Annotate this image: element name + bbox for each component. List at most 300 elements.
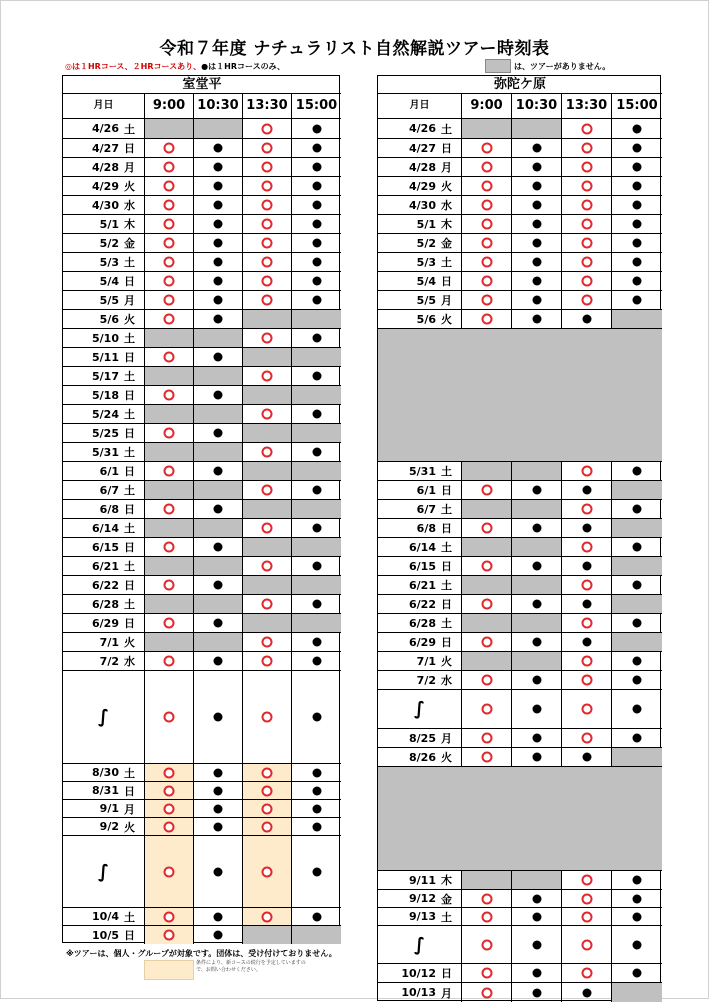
ring-mark-icon (581, 276, 592, 287)
dot-mark-icon (633, 581, 642, 590)
no-tour-cell (462, 538, 512, 557)
tour-slot-cell (512, 519, 562, 538)
no-tour-cell (292, 310, 341, 329)
tour-slot-cell (145, 782, 194, 800)
date-cell (63, 481, 145, 500)
tour-slot-cell (512, 272, 562, 291)
tour-slot-cell (562, 595, 612, 614)
date-text: 5/5 (416, 293, 436, 307)
ring-mark-icon (581, 238, 592, 249)
tour-slot-cell (612, 234, 662, 253)
tour-slot-cell (243, 633, 292, 652)
date-text: 9/13 (409, 910, 436, 923)
tour-slot-cell (462, 690, 512, 729)
date-cell (63, 500, 145, 519)
dot-mark-icon (214, 315, 223, 324)
ring-mark-icon (262, 257, 273, 268)
weekday-text: 火 (441, 180, 452, 193)
tour-slot-cell (194, 462, 243, 481)
ring-mark-icon (481, 219, 492, 230)
dot-mark-icon (312, 239, 321, 248)
weekday-text: 土 (124, 560, 135, 573)
dot-mark-icon (633, 734, 642, 743)
dot-mark-icon (532, 638, 541, 647)
tour-slot-cell (292, 481, 341, 500)
dot-mark-icon (214, 867, 223, 876)
tour-slot-cell (145, 500, 194, 519)
weekday-text: 土 (124, 910, 135, 924)
ring-mark-icon (262, 866, 273, 877)
tour-slot-cell (243, 782, 292, 800)
tour-slot-cell (612, 253, 662, 272)
tour-slot-cell (562, 690, 612, 729)
weekday-text: 日 (441, 560, 452, 573)
ring-mark-icon (164, 866, 175, 877)
tour-slot-cell (562, 908, 612, 926)
date-text: 4/28 (92, 160, 119, 174)
tour-slot-cell (194, 158, 243, 177)
dot-mark-icon (633, 969, 642, 978)
tour-slot-cell (194, 348, 243, 367)
dot-mark-icon (633, 163, 642, 172)
dot-mark-icon (214, 239, 223, 248)
weekday-text: 日 (441, 484, 452, 497)
weekday-text: 火 (124, 180, 135, 193)
ring-mark-icon (164, 821, 175, 832)
weekday-text: 日 (124, 427, 135, 440)
tour-slot-cell (194, 926, 243, 944)
tour-slot-cell (462, 729, 512, 748)
date-text: 5/24 (92, 407, 119, 421)
ring-mark-icon (164, 181, 175, 192)
tour-slot-cell (612, 908, 662, 926)
tour-slot-cell (194, 908, 243, 926)
date-text: 8/26 (409, 750, 436, 764)
weekday-text: 月 (441, 986, 452, 1000)
dot-mark-icon (582, 638, 591, 647)
dot-mark-icon (312, 334, 321, 343)
dot-mark-icon (582, 486, 591, 495)
weekday-text: 火 (124, 313, 135, 326)
weekday-text: 火 (441, 313, 452, 326)
tour-slot-cell (562, 926, 612, 964)
date-cell (63, 764, 145, 782)
ring-mark-icon (481, 752, 492, 763)
tour-slot-cell (292, 908, 341, 926)
tour-slot-cell (194, 234, 243, 253)
date-text: 6/29 (409, 635, 436, 649)
ring-mark-icon (262, 200, 273, 211)
weekday-text: 土 (124, 256, 135, 269)
tour-slot-cell (145, 291, 194, 310)
ring-mark-icon (481, 257, 492, 268)
date-text: 4/26 (409, 122, 436, 135)
ring-mark-icon (581, 618, 592, 629)
tour-slot-cell (292, 652, 341, 671)
tour-slot-cell (612, 291, 662, 310)
no-tour-cell (243, 576, 292, 595)
date-text: 6/28 (92, 597, 119, 611)
weekday-text: 土 (441, 579, 452, 592)
dot-mark-icon (532, 239, 541, 248)
header-date: 月日 (63, 94, 145, 119)
dot-mark-icon (214, 391, 223, 400)
footer-beige-swatch (144, 960, 194, 980)
date-cell (63, 139, 145, 158)
tour-slot-cell (292, 291, 341, 310)
ring-mark-icon (262, 712, 273, 723)
dot-mark-icon (633, 657, 642, 666)
ring-mark-icon (164, 785, 175, 796)
dot-mark-icon (633, 543, 642, 552)
date-cell (63, 367, 145, 386)
date-text: 10/12 (401, 966, 436, 980)
no-tour-cell (512, 614, 562, 633)
tour-slot-cell (243, 291, 292, 310)
no-tour-cell (292, 424, 341, 443)
no-tour-cell (194, 633, 243, 652)
date-text: 5/31 (92, 445, 119, 459)
tour-slot-cell (194, 215, 243, 234)
dot-mark-icon (312, 600, 321, 609)
dot-mark-icon (633, 201, 642, 210)
ring-mark-icon (164, 314, 175, 325)
tour-slot-cell (145, 800, 194, 818)
date-text: 6/15 (409, 559, 436, 573)
no-tour-block (378, 329, 662, 462)
tour-slot-cell (292, 818, 341, 836)
date-cell (63, 926, 145, 944)
dot-mark-icon (633, 676, 642, 685)
date-text: 4/30 (92, 198, 119, 212)
dot-mark-icon (532, 220, 541, 229)
tour-slot-cell (462, 291, 512, 310)
ring-mark-icon (481, 599, 492, 610)
tour-slot-cell (562, 964, 612, 983)
no-tour-cell (243, 310, 292, 329)
dot-mark-icon (214, 619, 223, 628)
weekday-text: 火 (441, 751, 452, 764)
weekday-text: 土 (441, 617, 452, 630)
date-cell (378, 652, 462, 671)
ring-mark-icon (262, 561, 273, 572)
dot-mark-icon (532, 988, 541, 997)
footer-small-line: 条件により、新コースの続行を予定していますの (196, 960, 306, 966)
tour-slot-cell (145, 614, 194, 633)
weekday-text: 日 (441, 636, 452, 649)
date-text: 10/5 (92, 928, 119, 942)
no-tour-cell (145, 405, 194, 424)
tour-slot-cell (562, 557, 612, 576)
date-cell (63, 215, 145, 234)
dot-mark-icon (214, 822, 223, 831)
date-cell (63, 348, 145, 367)
tour-slot-cell (512, 890, 562, 908)
dot-mark-icon (532, 562, 541, 571)
no-tour-cell (292, 348, 341, 367)
weekday-text: 火 (124, 820, 135, 834)
date-cell (378, 983, 462, 1002)
ring-mark-icon (164, 257, 175, 268)
ring-mark-icon (481, 704, 492, 715)
date-cell (378, 291, 462, 310)
date-cell (63, 818, 145, 836)
tour-slot-cell (562, 196, 612, 215)
weekday-text: 金 (441, 237, 452, 250)
tour-slot-cell (292, 764, 341, 782)
weekday-text: 金 (441, 892, 452, 906)
date-cell (63, 196, 145, 215)
tour-slot-cell (194, 139, 243, 158)
no-tour-cell (292, 926, 341, 944)
tour-slot-cell (562, 291, 612, 310)
no-tour-block (378, 767, 662, 871)
tour-slot-cell (243, 443, 292, 462)
ring-mark-icon (581, 466, 592, 477)
dot-mark-icon (214, 912, 223, 921)
tour-slot-cell (612, 964, 662, 983)
tour-slot-cell (512, 983, 562, 1002)
ring-mark-icon (481, 561, 492, 572)
tour-slot-cell (243, 764, 292, 782)
ring-mark-icon (164, 504, 175, 515)
tour-slot-cell (512, 253, 562, 272)
weekday-text: 月 (441, 161, 452, 174)
no-tour-cell (612, 748, 662, 767)
date-text: 7/1 (99, 635, 119, 649)
date-cell (378, 462, 462, 481)
no-tour-cell (512, 538, 562, 557)
dot-mark-icon (214, 182, 223, 191)
ring-mark-icon (581, 200, 592, 211)
tour-slot-cell (562, 234, 612, 253)
footer-note: ※ツアーは、個人・グループが対象です。団体は、受け付けておりません。 (66, 949, 337, 958)
tour-slot-cell (243, 557, 292, 576)
dot-mark-icon (312, 277, 321, 286)
dot-mark-icon (532, 940, 541, 949)
weekday-text: 木 (124, 218, 135, 231)
ring-mark-icon (262, 447, 273, 458)
dot-mark-icon (633, 619, 642, 628)
weekday-text: 土 (124, 522, 135, 535)
date-cell (63, 782, 145, 800)
date-cell (63, 538, 145, 557)
tour-slot-cell (292, 234, 341, 253)
date-cell (63, 557, 145, 576)
tour-slot-cell (612, 614, 662, 633)
ring-mark-icon (481, 733, 492, 744)
tour-slot-cell (194, 177, 243, 196)
dot-mark-icon (582, 753, 591, 762)
weekday-text: 月 (124, 802, 135, 816)
tour-slot-cell (292, 177, 341, 196)
dot-mark-icon (312, 372, 321, 381)
no-tour-cell (194, 119, 243, 139)
tour-slot-cell (292, 836, 341, 908)
date-cell (378, 690, 462, 729)
ring-mark-icon (262, 911, 273, 922)
date-text: 8/31 (92, 784, 119, 797)
dot-mark-icon (214, 429, 223, 438)
no-tour-cell (292, 500, 341, 519)
continuation-mark: ∫ (98, 861, 109, 882)
ring-mark-icon (581, 704, 592, 715)
date-text: 5/1 (416, 217, 436, 231)
tour-slot-cell (194, 671, 243, 764)
weekday-text: 日 (124, 389, 135, 402)
date-text: 6/22 (92, 578, 119, 592)
tour-slot-cell (243, 519, 292, 538)
tour-slot-cell (462, 234, 512, 253)
tour-slot-cell (562, 890, 612, 908)
date-cell (378, 926, 462, 964)
date-cell (378, 253, 462, 272)
weekday-text: 日 (441, 522, 452, 535)
weekday-text: 土 (441, 503, 452, 516)
tour-slot-cell (512, 690, 562, 729)
tour-slot-cell (562, 983, 612, 1002)
no-tour-cell (145, 557, 194, 576)
dot-mark-icon (633, 124, 642, 133)
no-tour-cell (194, 443, 243, 462)
tour-slot-cell (612, 890, 662, 908)
dot-mark-icon (214, 144, 223, 153)
dot-mark-icon (633, 467, 642, 476)
date-text: 6/8 (416, 521, 436, 535)
no-tour-cell (462, 119, 512, 139)
tour-slot-cell (292, 519, 341, 538)
ring-mark-icon (262, 123, 273, 134)
tour-slot-cell (462, 196, 512, 215)
date-cell (378, 310, 462, 329)
date-cell (378, 196, 462, 215)
table-location-name: 室堂平 (63, 76, 341, 94)
date-cell (378, 557, 462, 576)
tour-slot-cell (145, 234, 194, 253)
date-cell (63, 443, 145, 462)
tour-slot-cell (194, 538, 243, 557)
date-text: 4/30 (409, 198, 436, 212)
date-text: 5/2 (416, 236, 436, 250)
date-text: 9/2 (99, 820, 119, 833)
tour-slot-cell (512, 234, 562, 253)
legend-ring-text: ◎は１HRコース、２HRコースあり、 (65, 62, 202, 71)
ring-mark-icon (164, 162, 175, 173)
tour-slot-cell (462, 557, 512, 576)
date-text: 10/4 (92, 910, 119, 923)
dot-mark-icon (214, 768, 223, 777)
ring-mark-icon (481, 295, 492, 306)
no-tour-cell (145, 443, 194, 462)
dot-mark-icon (532, 144, 541, 153)
ring-mark-icon (581, 656, 592, 667)
tour-slot-cell (612, 871, 662, 890)
weekday-text: 木 (441, 218, 452, 231)
tour-slot-cell (462, 158, 512, 177)
ring-mark-icon (481, 485, 492, 496)
tour-slot-cell (612, 500, 662, 519)
date-cell (378, 481, 462, 500)
dot-mark-icon (532, 753, 541, 762)
ring-mark-icon (164, 390, 175, 401)
tour-slot-cell (243, 215, 292, 234)
ring-mark-icon (262, 333, 273, 344)
tour-slot-cell (243, 818, 292, 836)
tour-slot-cell (462, 748, 512, 767)
tour-slot-cell (562, 519, 612, 538)
ring-mark-icon (481, 987, 492, 998)
dot-mark-icon (312, 912, 321, 921)
tour-slot-cell (512, 310, 562, 329)
date-text: 6/22 (409, 597, 436, 611)
ring-mark-icon (581, 162, 592, 173)
no-tour-cell (243, 424, 292, 443)
weekday-text: 日 (124, 929, 135, 942)
ring-mark-icon (164, 428, 175, 439)
ring-mark-icon (164, 238, 175, 249)
weekday-text: 日 (124, 784, 135, 798)
dot-mark-icon (214, 786, 223, 795)
tour-slot-cell (194, 386, 243, 405)
no-tour-cell (292, 538, 341, 557)
weekday-text: 日 (124, 541, 135, 554)
date-cell (378, 671, 462, 690)
tour-slot-cell (512, 633, 562, 652)
ring-mark-icon (481, 675, 492, 686)
weekday-text: 土 (124, 766, 135, 780)
date-cell (378, 272, 462, 291)
date-cell (63, 800, 145, 818)
tour-slot-cell (145, 908, 194, 926)
dot-mark-icon (312, 713, 321, 722)
ring-mark-icon (164, 767, 175, 778)
ring-mark-icon (581, 504, 592, 515)
tour-slot-cell (562, 310, 612, 329)
tour-slot-cell (194, 818, 243, 836)
date-cell (63, 671, 145, 764)
tour-slot-cell (145, 348, 194, 367)
tour-slot-cell (612, 119, 662, 139)
dot-mark-icon (214, 220, 223, 229)
tour-slot-cell (243, 405, 292, 424)
tour-slot-cell (562, 272, 612, 291)
tour-slot-cell (292, 595, 341, 614)
date-text: 6/21 (92, 559, 119, 573)
ring-mark-icon (164, 276, 175, 287)
date-cell (63, 119, 145, 139)
schedule-table-murodo (62, 75, 340, 943)
ring-mark-icon (581, 939, 592, 950)
date-cell (378, 500, 462, 519)
date-text: 9/1 (99, 802, 119, 815)
dot-mark-icon (532, 524, 541, 533)
tour-slot-cell (243, 234, 292, 253)
date-text: 4/27 (409, 141, 436, 155)
dot-mark-icon (312, 638, 321, 647)
tour-slot-cell (462, 481, 512, 500)
ring-mark-icon (164, 580, 175, 591)
weekday-text: 木 (441, 874, 452, 887)
no-tour-cell (612, 595, 662, 614)
tour-slot-cell (462, 139, 512, 158)
dot-mark-icon (312, 220, 321, 229)
tour-slot-cell (292, 443, 341, 462)
tour-slot-cell (145, 764, 194, 782)
weekday-text: 日 (124, 351, 135, 364)
date-cell (378, 234, 462, 253)
tour-slot-cell (194, 764, 243, 782)
dot-mark-icon (532, 486, 541, 495)
